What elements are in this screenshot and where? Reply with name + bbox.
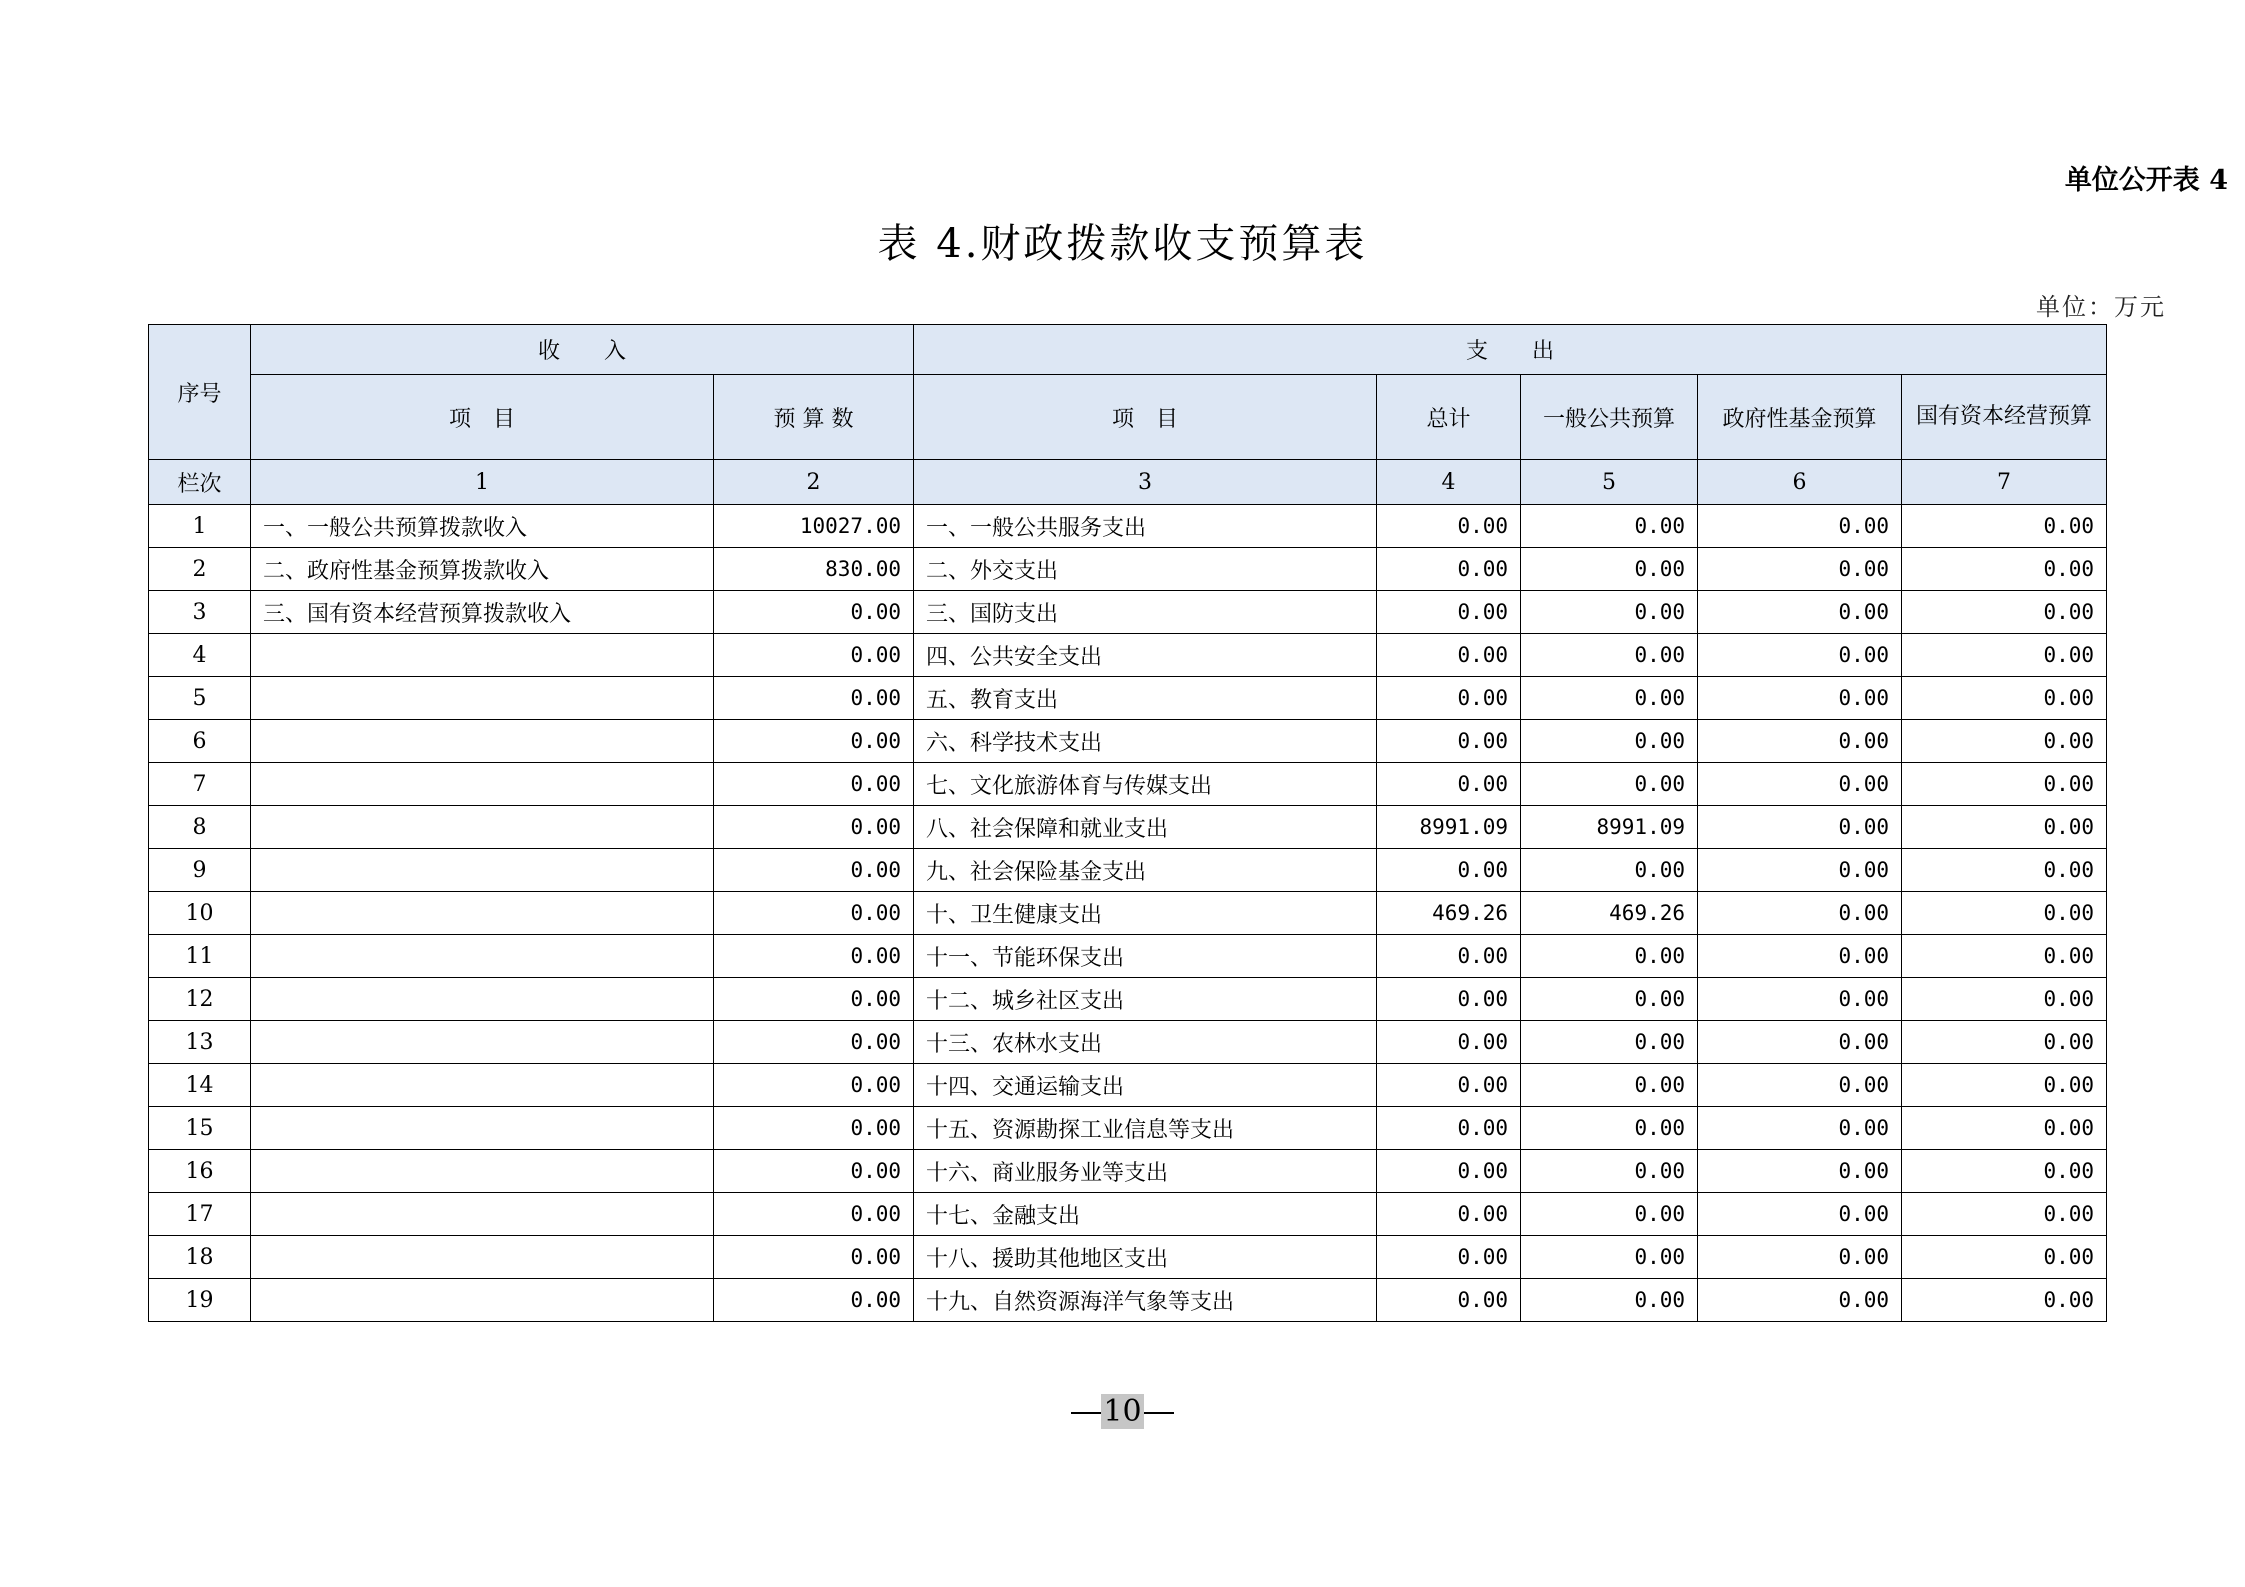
general-budget-cell: 0.00	[1521, 720, 1698, 763]
income-item-cell	[251, 849, 714, 892]
expense-item-cell: 十、卫生健康支出	[914, 892, 1377, 935]
table-row	[149, 634, 2107, 677]
column-header-row	[149, 375, 2107, 460]
state-capital-cell: 0.00	[1902, 1021, 2107, 1064]
income-amount-cell: 830.00	[714, 548, 914, 591]
gov-fund-cell: 0.00	[1698, 806, 1902, 849]
table-row	[149, 849, 2107, 892]
gov-fund-cell: 0.00	[1698, 677, 1902, 720]
state-capital-cell: 0.00	[1902, 763, 2107, 806]
general-budget-cell: 0.00	[1521, 849, 1698, 892]
income-amount-cell: 0.00	[714, 677, 914, 720]
state-capital-cell: 0.00	[1902, 849, 2107, 892]
income-item-cell	[251, 1193, 714, 1236]
general-budget-cell: 0.00	[1521, 978, 1698, 1021]
total-cell: 0.00	[1377, 763, 1521, 806]
index-cell: 栏次	[149, 460, 251, 505]
state-capital-cell: 0.00	[1902, 806, 2107, 849]
total-cell: 0.00	[1377, 1150, 1521, 1193]
income-item-cell	[251, 806, 714, 849]
seq-cell: 3	[149, 591, 251, 634]
seq-cell: 4	[149, 634, 251, 677]
index-cell: 5	[1521, 460, 1698, 505]
gov-fund-cell: 0.00	[1698, 1279, 1902, 1322]
income-amount-cell: 0.00	[714, 1021, 914, 1064]
income-item-cell	[251, 1107, 714, 1150]
income-item-cell: 二、政府性基金预算拨款收入	[251, 548, 714, 591]
state-capital-cell: 0.00	[1902, 935, 2107, 978]
income-item-cell	[251, 1064, 714, 1107]
general-budget-cell: 0.00	[1521, 1107, 1698, 1150]
expense-item-cell: 四、公共安全支出	[914, 634, 1377, 677]
income-item-cell	[251, 677, 714, 720]
income-amount-header: 预 算 数	[714, 375, 914, 460]
total-cell: 0.00	[1377, 677, 1521, 720]
index-cell: 7	[1902, 460, 2107, 505]
table-row	[149, 1021, 2107, 1064]
total-cell: 0.00	[1377, 978, 1521, 1021]
gov-fund-cell: 0.00	[1698, 1021, 1902, 1064]
total-cell: 0.00	[1377, 591, 1521, 634]
state-capital-cell: 0.00	[1902, 1064, 2107, 1107]
general-budget-cell: 0.00	[1521, 1150, 1698, 1193]
general-budget-cell: 0.00	[1521, 677, 1698, 720]
total-cell: 0.00	[1377, 720, 1521, 763]
seq-cell: 5	[149, 677, 251, 720]
table-row	[149, 591, 2107, 634]
income-amount-cell: 0.00	[714, 892, 914, 935]
income-amount-cell: 0.00	[714, 634, 914, 677]
expense-item-cell: 十九、自然资源海洋气象等支出	[914, 1279, 1377, 1322]
index-cell: 1	[251, 460, 714, 505]
seq-cell: 17	[149, 1193, 251, 1236]
expense-item-cell: 十五、资源勘探工业信息等支出	[914, 1107, 1377, 1150]
document-label: 单位公开表 4	[2064, 165, 2228, 196]
expense-item-cell: 三、国防支出	[914, 591, 1377, 634]
table-row	[149, 1107, 2107, 1150]
gov-fund-cell: 0.00	[1698, 763, 1902, 806]
expense-item-cell: 五、教育支出	[914, 677, 1377, 720]
gov-fund-cell: 0.00	[1698, 591, 1902, 634]
state-capital-cell: 0.00	[1902, 1150, 2107, 1193]
total-cell: 0.00	[1377, 505, 1521, 548]
state-capital-cell: 0.00	[1902, 505, 2107, 548]
general-budget-header: 一般公共预算	[1521, 375, 1698, 460]
income-amount-cell: 0.00	[714, 1064, 914, 1107]
general-budget-cell: 0.00	[1521, 591, 1698, 634]
total-cell: 8991.09	[1377, 806, 1521, 849]
expense-item-cell: 十四、交通运输支出	[914, 1064, 1377, 1107]
general-budget-cell: 0.00	[1521, 548, 1698, 591]
table-row	[149, 978, 2107, 1021]
general-budget-cell: 0.00	[1521, 1021, 1698, 1064]
gov-fund-cell: 0.00	[1698, 634, 1902, 677]
table-row	[149, 892, 2107, 935]
state-capital-cell: 0.00	[1902, 720, 2107, 763]
income-group-header: 收 入	[251, 325, 914, 375]
gov-fund-cell: 0.00	[1698, 935, 1902, 978]
general-budget-cell: 0.00	[1521, 1193, 1698, 1236]
income-amount-cell: 0.00	[714, 935, 914, 978]
table-row	[149, 548, 2107, 591]
seq-cell: 10	[149, 892, 251, 935]
general-budget-cell: 0.00	[1521, 505, 1698, 548]
expense-item-cell: 一、一般公共服务支出	[914, 505, 1377, 548]
income-item-cell	[251, 1021, 714, 1064]
total-cell: 469.26	[1377, 892, 1521, 935]
gov-fund-cell: 0.00	[1698, 1107, 1902, 1150]
seq-cell: 6	[149, 720, 251, 763]
gov-fund-cell: 0.00	[1698, 1193, 1902, 1236]
income-item-cell	[251, 720, 714, 763]
income-item-header: 项 目	[251, 375, 714, 460]
income-item-cell	[251, 978, 714, 1021]
budget-table	[148, 324, 2107, 1322]
expense-item-cell: 十六、商业服务业等支出	[914, 1150, 1377, 1193]
index-cell: 3	[914, 460, 1377, 505]
general-budget-cell: 0.00	[1521, 1064, 1698, 1107]
expense-item-cell: 十三、农林水支出	[914, 1021, 1377, 1064]
income-amount-cell: 0.00	[714, 849, 914, 892]
total-cell: 0.00	[1377, 1021, 1521, 1064]
total-cell: 0.00	[1377, 548, 1521, 591]
income-item-cell	[251, 892, 714, 935]
index-row	[149, 460, 2107, 505]
page-title: 表 4.财政拨款收支预算表	[877, 221, 1368, 267]
gov-fund-cell: 0.00	[1698, 548, 1902, 591]
table-row	[149, 677, 2107, 720]
general-budget-cell: 0.00	[1521, 763, 1698, 806]
gov-fund-cell: 0.00	[1698, 892, 1902, 935]
state-capital-cell: 0.00	[1902, 892, 2107, 935]
income-item-cell	[251, 634, 714, 677]
dash-left	[1071, 1412, 1101, 1414]
expense-item-cell: 七、文化旅游体育与传媒支出	[914, 763, 1377, 806]
state-capital-cell: 0.00	[1902, 1193, 2107, 1236]
table-body	[149, 505, 2107, 1322]
state-capital-cell: 0.00	[1902, 1107, 2107, 1150]
general-budget-cell: 0.00	[1521, 634, 1698, 677]
seq-cell: 9	[149, 849, 251, 892]
gov-fund-cell: 0.00	[1698, 849, 1902, 892]
total-cell: 0.00	[1377, 1064, 1521, 1107]
table-row	[149, 1064, 2107, 1107]
table-row	[149, 720, 2107, 763]
gov-fund-cell: 0.00	[1698, 505, 1902, 548]
state-capital-cell: 0.00	[1902, 1236, 2107, 1279]
general-budget-cell: 469.26	[1521, 892, 1698, 935]
expense-group-header: 支 出	[914, 325, 2107, 375]
income-item-cell: 一、一般公共预算拨款收入	[251, 505, 714, 548]
page-number	[0, 1394, 2245, 1429]
income-item-cell	[251, 763, 714, 806]
general-budget-cell: 0.00	[1521, 1236, 1698, 1279]
state-capital-cell: 0.00	[1902, 1279, 2107, 1322]
table-row	[149, 935, 2107, 978]
dash-right	[1144, 1412, 1174, 1414]
income-item-cell	[251, 1236, 714, 1279]
seq-cell: 16	[149, 1150, 251, 1193]
income-amount-cell: 0.00	[714, 591, 914, 634]
seq-cell: 15	[149, 1107, 251, 1150]
page-number-value: 10	[1103, 1394, 1142, 1429]
expense-item-cell: 九、社会保险基金支出	[914, 849, 1377, 892]
income-amount-cell: 10027.00	[714, 505, 914, 548]
income-amount-cell: 0.00	[714, 1236, 914, 1279]
expense-item-cell: 十七、金融支出	[914, 1193, 1377, 1236]
gov-fund-cell: 0.00	[1698, 1064, 1902, 1107]
header-group-row	[149, 325, 2107, 375]
table-row	[149, 1236, 2107, 1279]
income-item-cell: 三、国有资本经营预算拨款收入	[251, 591, 714, 634]
state-capital-cell: 0.00	[1902, 634, 2107, 677]
table-row	[149, 505, 2107, 548]
state-capital-cell: 0.00	[1902, 548, 2107, 591]
index-cell: 2	[714, 460, 914, 505]
gov-fund-header: 政府性基金预算	[1698, 375, 1902, 460]
seq-cell: 14	[149, 1064, 251, 1107]
total-cell: 0.00	[1377, 1279, 1521, 1322]
expense-item-cell: 八、社会保障和就业支出	[914, 806, 1377, 849]
seq-header: 序号	[149, 325, 251, 460]
state-capital-cell: 0.00	[1902, 978, 2107, 1021]
total-cell: 0.00	[1377, 634, 1521, 677]
income-amount-cell: 0.00	[714, 1279, 914, 1322]
general-budget-cell: 8991.09	[1521, 806, 1698, 849]
table-row	[149, 806, 2107, 849]
index-cell: 6	[1698, 460, 1902, 505]
gov-fund-cell: 0.00	[1698, 1150, 1902, 1193]
expense-item-cell: 二、外交支出	[914, 548, 1377, 591]
income-amount-cell: 0.00	[714, 1150, 914, 1193]
table-row	[149, 1150, 2107, 1193]
income-item-cell	[251, 1150, 714, 1193]
seq-cell: 19	[149, 1279, 251, 1322]
general-budget-cell: 0.00	[1521, 1279, 1698, 1322]
state-capital-cell: 0.00	[1902, 591, 2107, 634]
income-amount-cell: 0.00	[714, 763, 914, 806]
seq-cell: 8	[149, 806, 251, 849]
state-capital-header: 国有资本经营预算	[1902, 375, 2107, 460]
unit-label: 单位：万元	[2036, 293, 2166, 321]
seq-cell: 12	[149, 978, 251, 1021]
income-amount-cell: 0.00	[714, 720, 914, 763]
state-capital-cell: 0.00	[1902, 677, 2107, 720]
seq-cell: 18	[149, 1236, 251, 1279]
income-amount-cell: 0.00	[714, 1193, 914, 1236]
total-cell: 0.00	[1377, 849, 1521, 892]
gov-fund-cell: 0.00	[1698, 978, 1902, 1021]
index-cell: 4	[1377, 460, 1521, 505]
total-cell: 0.00	[1377, 1107, 1521, 1150]
seq-cell: 13	[149, 1021, 251, 1064]
total-cell: 0.00	[1377, 1236, 1521, 1279]
seq-cell: 7	[149, 763, 251, 806]
expense-item-cell: 六、科学技术支出	[914, 720, 1377, 763]
seq-cell: 11	[149, 935, 251, 978]
total-cell: 0.00	[1377, 1193, 1521, 1236]
seq-cell: 1	[149, 505, 251, 548]
expense-item-cell: 十八、援助其他地区支出	[914, 1236, 1377, 1279]
gov-fund-cell: 0.00	[1698, 1236, 1902, 1279]
table-row	[149, 1193, 2107, 1236]
expense-item-header: 项 目	[914, 375, 1377, 460]
seq-cell: 2	[149, 548, 251, 591]
gov-fund-cell: 0.00	[1698, 720, 1902, 763]
income-amount-cell: 0.00	[714, 1107, 914, 1150]
table-row	[149, 763, 2107, 806]
expense-item-cell: 十二、城乡社区支出	[914, 978, 1377, 1021]
income-item-cell	[251, 1279, 714, 1322]
total-header: 总计	[1377, 375, 1521, 460]
total-cell: 0.00	[1377, 935, 1521, 978]
table-row	[149, 1279, 2107, 1322]
income-amount-cell: 0.00	[714, 978, 914, 1021]
income-amount-cell: 0.00	[714, 806, 914, 849]
expense-item-cell: 十一、节能环保支出	[914, 935, 1377, 978]
income-item-cell	[251, 935, 714, 978]
general-budget-cell: 0.00	[1521, 935, 1698, 978]
